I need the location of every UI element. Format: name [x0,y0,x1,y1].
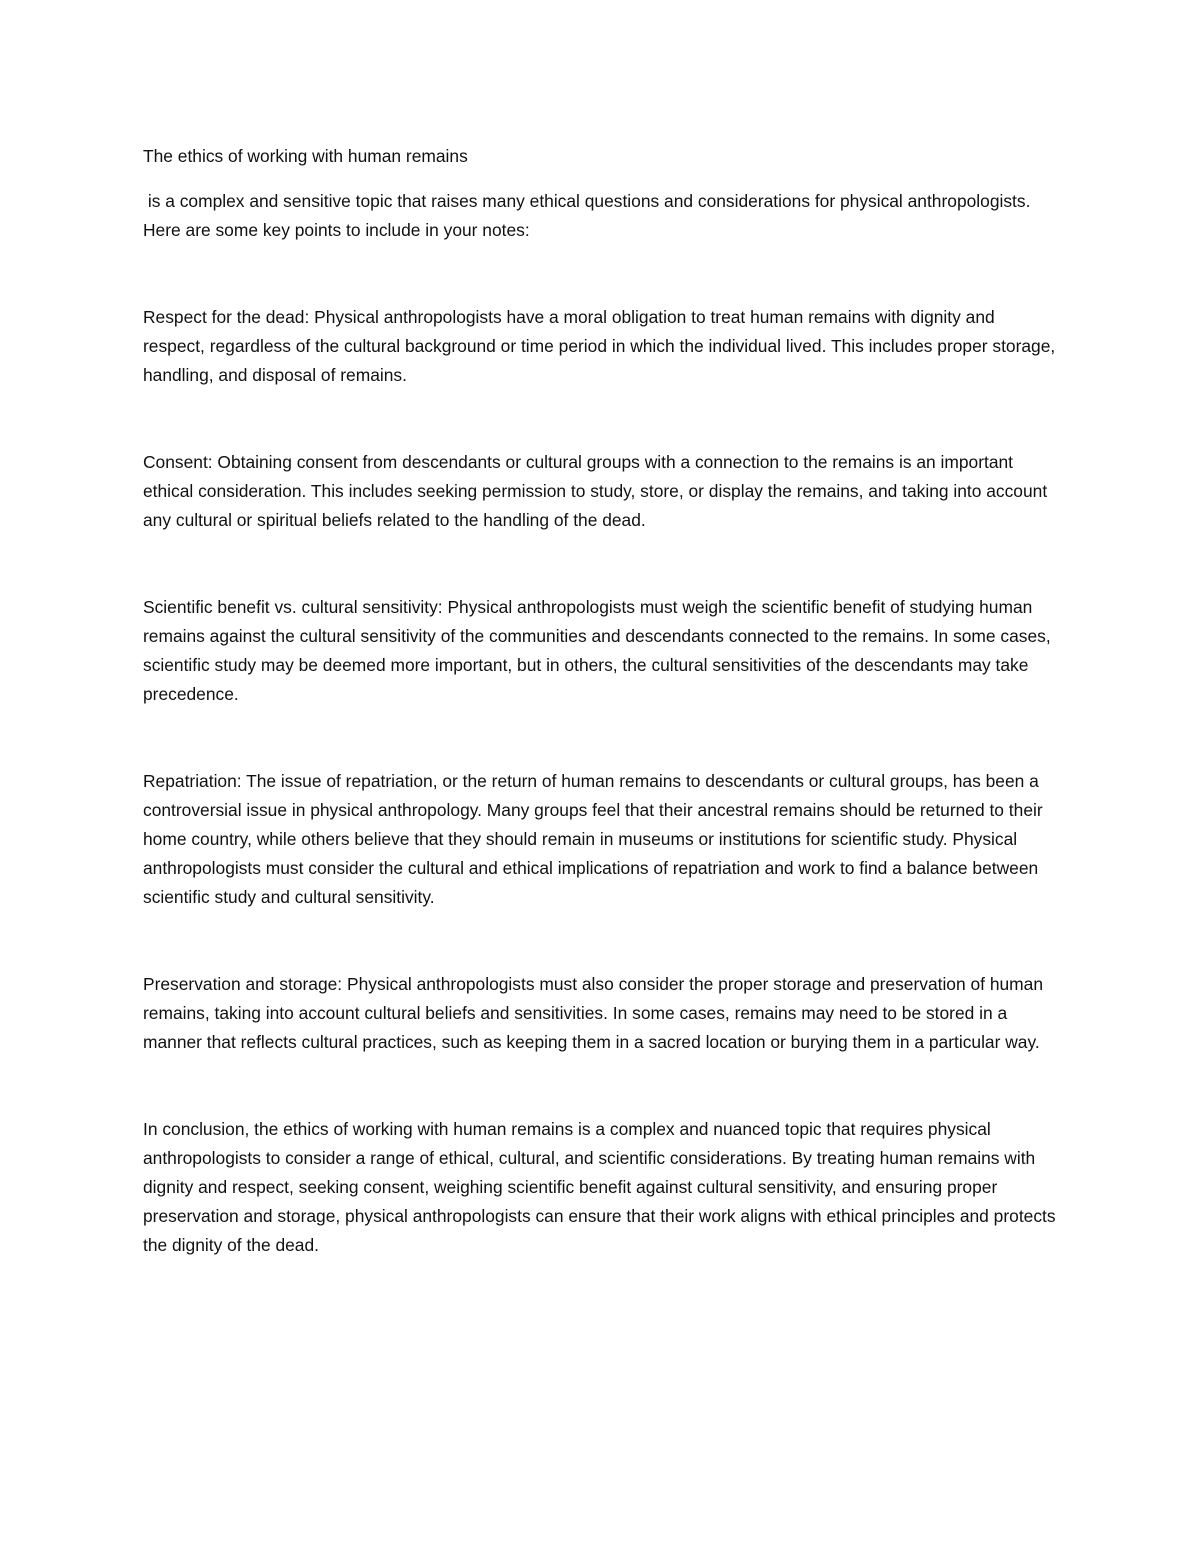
document-body [143,142,1058,1260]
paragraph-repatriation: Repatriation: The issue of repatriation, or the return of human remains to descendants or cultural groups, has been a controversial issue in physical anthropology. Many groups feel that their ancestral remains should be returned to their home country, while others believe that they should remain in museums or institutions for scientific study. Physical anthropologists must consider the cultural and ethical implications of repatriation and work to find a balance between scientific study and cultural sensitivity. [143,771,1043,907]
paragraph-conclusion: In conclusion, the ethics of working with human remains is a complex and nuanced topic that requires physical anthropologists to consider a range of ethical, cultural, and scientific considerations. By treating human remains with dignity and respect, seeking consent, weighing scientific benefit against cultural sensitivity, and ensuring proper preservation and storage, physical anthropologists can ensure that their work aligns with ethical principles and protects the dignity of the dead. [143,1119,1056,1255]
document-title: The ethics of working with human remains [143,146,468,166]
paragraph-scientific-benefit: Scientific benefit vs. cultural sensitivity: Physical anthropologists must weigh the scientific benefit of studying human remains against the cultural sensitivity of the communities and descendants connected to the remains. In some cases, scientific study may be deemed more important, but in others, the cultural sensitivities of the descendants may take precedence. [143,597,1051,704]
intro-paragraph: is a complex and sensitive topic that raises many ethical questions and considerations for physical anthropologists. Here are some key points to include in your notes: [143,191,1036,240]
paragraph-preservation-and-storage: Preservation and storage: Physical anthropologists must also consider the proper storage and preservation of human remains, taking into account cultural beliefs and sensitivities. In some cases, remains may need to be stored in a manner that reflects cultural practices, such as keeping them in a sacred location or burying them in a particular way. [143,974,1043,1052]
paragraph-consent: Consent: Obtaining consent from descendants or cultural groups with a connection to the remains is an important ethical consideration. This includes seeking permission to study, store, or display the remains, and taking into account any cultural or spiritual beliefs related to the handling of the dead. [143,452,1048,530]
paragraph-respect-for-the-dead: Respect for the dead: Physical anthropologists have a moral obligation to treat human remains with dignity and respect, regardless of the cultural background or time period in which the individual lived. This includes proper storage, handling, and disposal of remains. [143,307,1056,385]
